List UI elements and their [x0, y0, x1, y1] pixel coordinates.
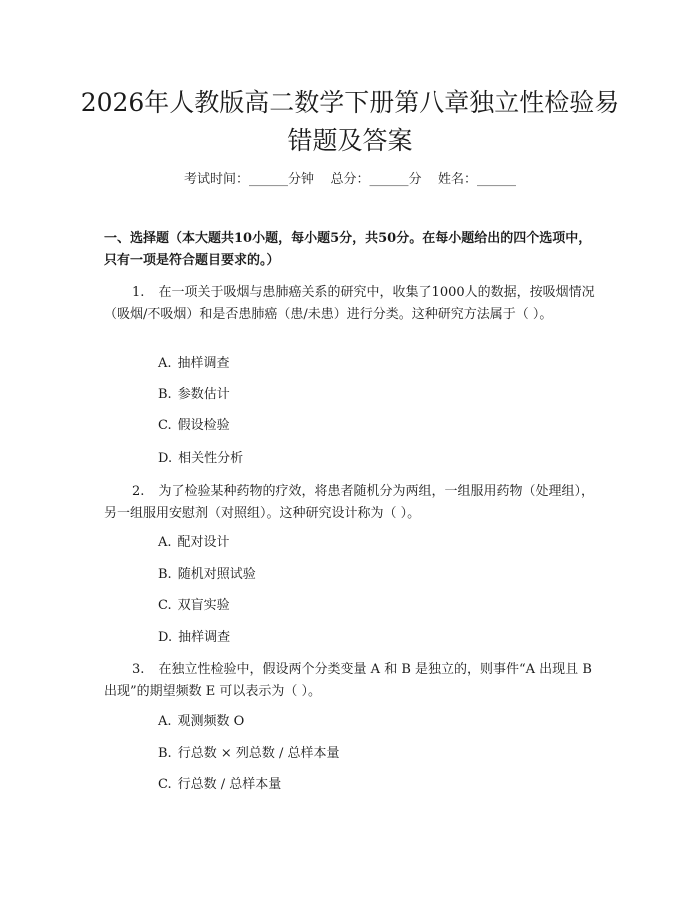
exam-info-line: 考试时间：______分钟 总分：______分 姓名：______ — [183, 172, 517, 187]
question-3 — [104, 659, 604, 703]
option-label: A. — [158, 535, 172, 550]
option-text: 抽样调查 — [177, 356, 230, 371]
option-label: A. — [158, 356, 172, 371]
option-text: 行总数 × 列总数 / 总样本量 — [177, 746, 340, 761]
option-label: C. — [158, 598, 172, 613]
question-text: 在独立性检验中，假设两个分类变量 A 和 B 是独立的，则事件“A 出现且 B 出现”的期望频数 E 可以表示为（ ）。 — [104, 662, 592, 699]
question-number: 3. — [132, 662, 145, 677]
option-text: 配对设计 — [177, 535, 230, 550]
question-2 — [104, 481, 604, 525]
option-label: D. — [158, 630, 173, 645]
option-label: B. — [158, 746, 172, 761]
option-label: B. — [158, 387, 172, 402]
option-label: C. — [158, 418, 172, 433]
question-number: 1. — [132, 285, 145, 300]
option-text: 假设检验 — [177, 418, 230, 433]
option-1c — [158, 416, 230, 436]
question-number: 2. — [132, 484, 145, 499]
option-2a — [158, 533, 230, 553]
option-label: A. — [158, 714, 172, 729]
option-3a — [158, 712, 244, 732]
option-text: 观测频数 O — [177, 714, 245, 729]
question-text: 为了检验某种药物的疗效，将患者随机分为两组，一组服用药物（处理组），另一组服用安慰剂（对照组）。这种研究设计称为（ ）。 — [104, 484, 595, 521]
option-2c — [158, 596, 230, 616]
option-text: 相关性分析 — [178, 451, 244, 466]
option-1a — [158, 354, 230, 374]
document-title: 2026年人教版高二数学下册第八章独立性检验易错题及答案 — [80, 88, 620, 155]
option-text: 行总数 / 总样本量 — [177, 777, 282, 792]
option-3c — [158, 775, 281, 795]
option-label: D. — [158, 451, 173, 466]
option-label: C. — [158, 777, 172, 792]
option-label: B. — [158, 567, 172, 582]
option-text: 双盲实验 — [177, 598, 230, 613]
option-text: 参数估计 — [177, 387, 230, 402]
option-3b — [158, 744, 340, 764]
option-2d — [158, 628, 230, 648]
question-text: 在一项关于吸烟与患肺癌关系的研究中，收集了1000人的数据，按吸烟情况（吸烟/不吸烟）和是否患肺癌（患/未患）进行分类。这种研究方法属于（ ）。 — [104, 285, 595, 322]
option-1d — [158, 449, 243, 469]
option-2b — [158, 565, 256, 585]
section-heading: 一、选择题（本大题共10小题，每小题5分，共50分。在每小题给出的四个选项中，只有一项是符合题目要求的。） — [104, 231, 592, 268]
question-1 — [104, 282, 604, 326]
option-text: 随机对照试验 — [177, 567, 256, 582]
option-1b — [158, 385, 230, 405]
option-text: 抽样调查 — [178, 630, 231, 645]
